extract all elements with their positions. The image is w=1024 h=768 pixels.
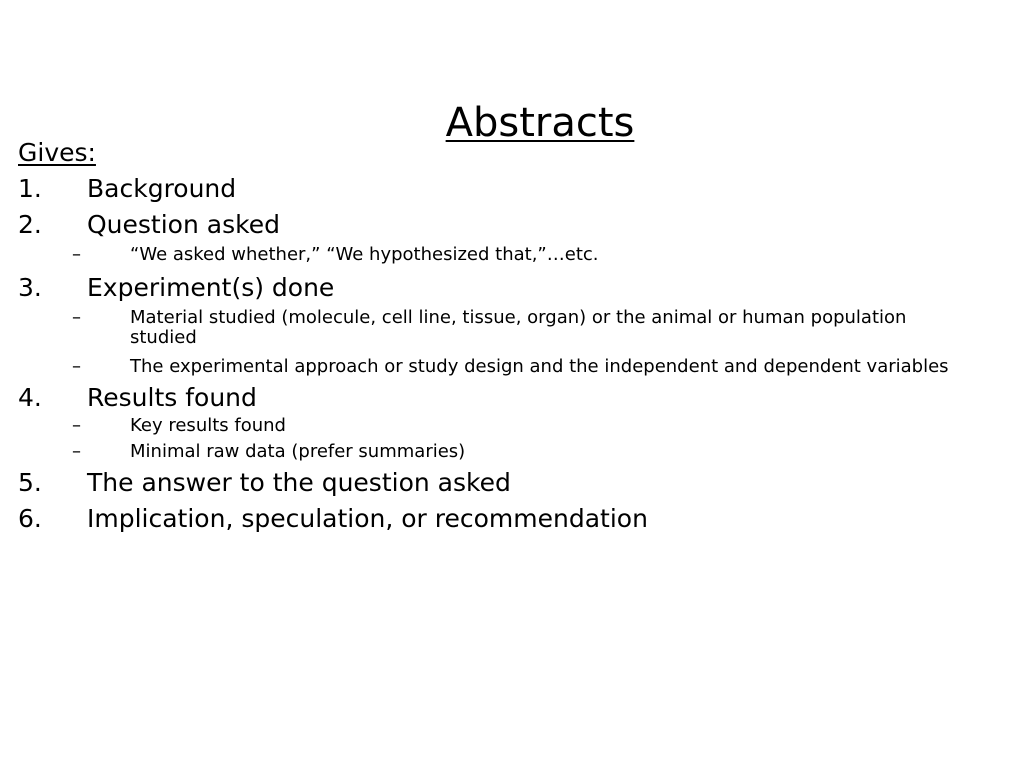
- sub-item-text: The experimental approach or study design and the independent and dependent variables: [130, 356, 949, 377]
- slide-body: [18, 135, 1018, 537]
- sub-item-text: Minimal raw data (prefer summaries): [130, 441, 466, 462]
- sub-item: [18, 245, 1018, 265]
- dash-marker: –: [72, 244, 81, 265]
- list-item-label: Implication, speculation, or recommendation: [87, 504, 648, 533]
- list-item-experiments-done: [18, 270, 1018, 306]
- list-number: 1.: [18, 174, 42, 203]
- list-item-label: Results found: [87, 383, 257, 412]
- list-item-background: [18, 171, 1018, 207]
- list-number: 5.: [18, 468, 42, 497]
- list-number: 3.: [18, 273, 42, 302]
- slide-title: Abstracts: [445, 100, 635, 146]
- list-item-label: Experiment(s) done: [87, 273, 335, 302]
- dash-marker: –: [72, 441, 81, 462]
- list-number: 2.: [18, 210, 42, 239]
- list-item-answer: [18, 465, 1018, 501]
- sub-item: [18, 357, 1018, 377]
- sub-item: [18, 442, 1018, 462]
- sub-item-text: “We asked whether,” “We hypothesized that,”…etc.: [130, 244, 599, 265]
- list-item-label: Background: [87, 174, 237, 203]
- list-number: 6.: [18, 504, 42, 533]
- list-item-label: Question asked: [87, 210, 280, 239]
- list-item-label: The answer to the question asked: [87, 468, 511, 497]
- list-item-question-asked: [18, 207, 1018, 243]
- sub-item-text: Material studied (molecule, cell line, tissue, organ) or the animal or human population studied: [130, 307, 907, 348]
- sub-item: [18, 416, 1018, 436]
- sub-item-text: Key results found: [130, 415, 286, 436]
- dash-marker: –: [72, 415, 81, 436]
- list-number: 4.: [18, 383, 42, 412]
- list-item-implication: [18, 501, 1018, 537]
- dash-marker: –: [72, 356, 81, 377]
- dash-marker: –: [72, 307, 81, 328]
- sub-item: [18, 308, 978, 348]
- list-item-results-found: [18, 380, 1018, 416]
- gives-heading: Gives:: [18, 138, 96, 167]
